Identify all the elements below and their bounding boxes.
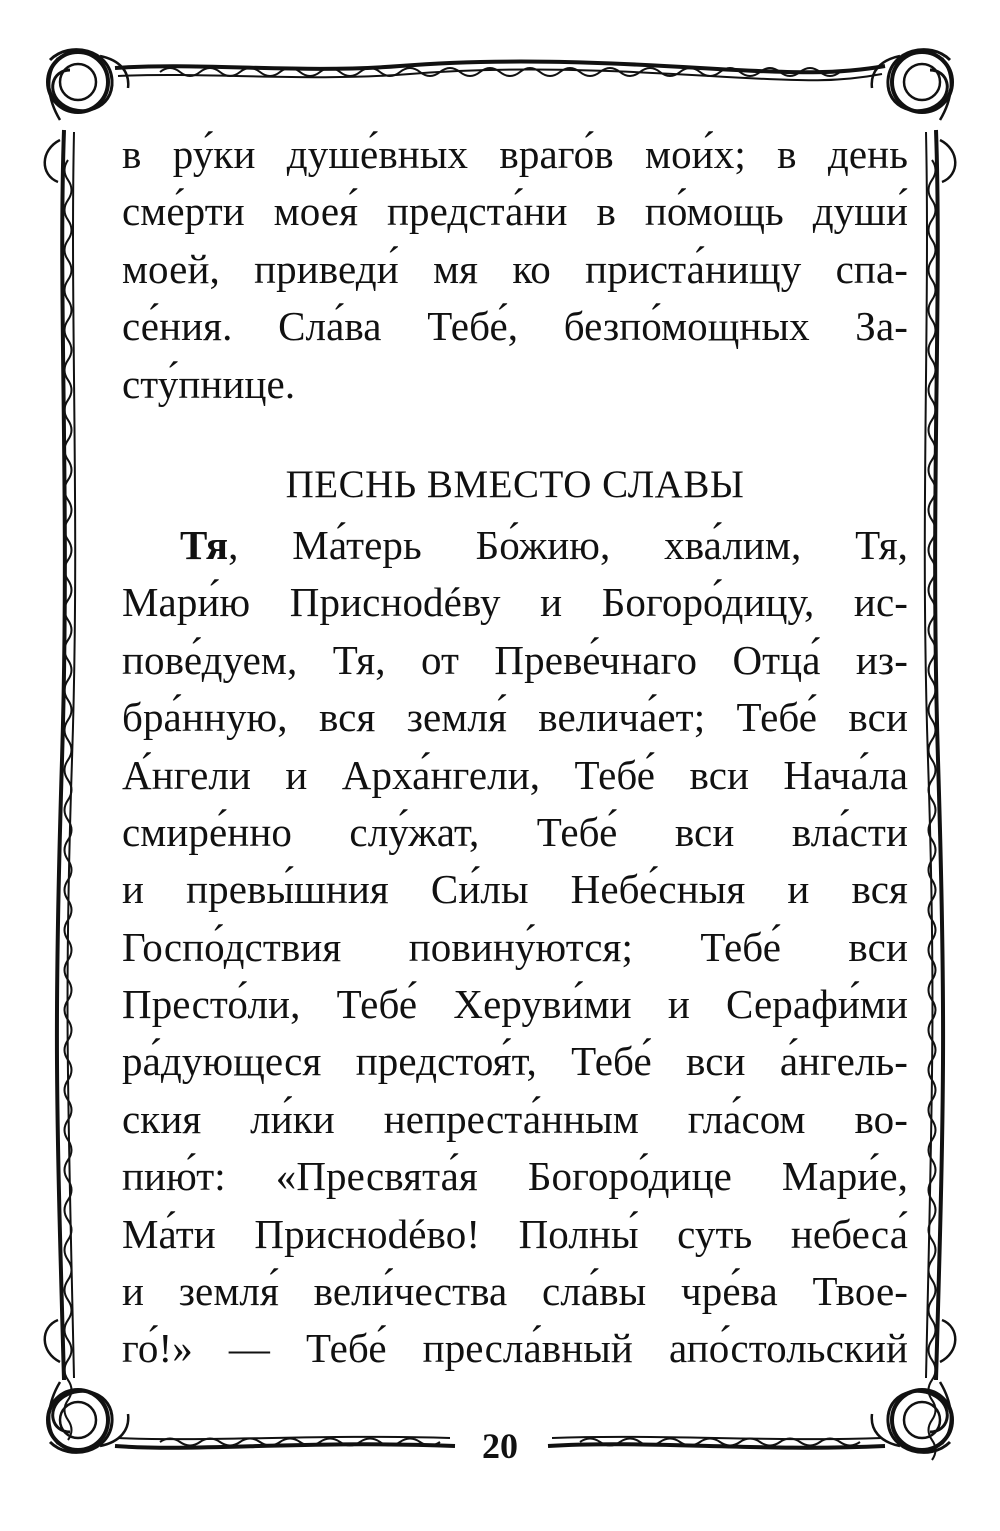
text-line: и превы́шния Си́лы Небе́сныя и вся (122, 866, 908, 913)
text-line: смире́нно слу́жат, Тебе́ вси вла́сти (122, 808, 908, 855)
text-line: в ру́ки душе́вных враго́в мои́х; в день (122, 131, 908, 177)
text-line: бра́нную, вся земля́ велича́ет; Тебе́ вси (122, 694, 908, 741)
text-line: и земля́ вели́чества сла́вы чре́ва Твое- (122, 1268, 908, 1315)
text-line: сту́пнице. (122, 360, 296, 407)
paragraph-gap (122, 413, 908, 453)
section-heading: ПЕСНЬ ВМЕСТО СЛАВЫ (285, 462, 745, 506)
text-line: Госпо́дствия повину́ются; Тебе́ вси (122, 923, 908, 970)
page-number: 20 (482, 1426, 518, 1466)
text-line: Ма́ти Приснodéво! Полны́ суть небеса́ (122, 1210, 908, 1257)
text-line: го́!» — Тебе́ пресла́вный апо́стольский (122, 1325, 908, 1372)
text-line: Престо́ли, Тебе́ Херуви́ми и Серафи́ми (122, 981, 908, 1028)
text-line: Мари́ю Приснodéву и Богоро́дицу, ис- (122, 579, 908, 626)
page-text (122, 126, 908, 1378)
text-line: моей, приведи́ мя ко приста́нищу спа- (122, 245, 908, 292)
text-line: пию́т: «Пресвята́я Богоро́дице Мари́е, (122, 1153, 908, 1200)
text-line: ра́дующеся предстоя́т, Тебе́ вси а́нгель- (122, 1038, 908, 1085)
text-line: ския ли́ки непреста́нным гла́сом во- (122, 1095, 908, 1142)
drop-word: Тя (180, 521, 229, 568)
text-line: се́ния. Сла́ва Тебе́, безпо́мощных За- (122, 303, 908, 350)
text-line: А́нгели и Арха́нгели, Тебе́ вси Нача́ла (122, 751, 908, 798)
text-line: пове́дуем, Тя, от Преве́чнаго Отца́ из- (122, 636, 908, 683)
first-line-rest: , Ма́терь Бо́жию, хва́лим, Тя, (228, 521, 908, 568)
text-line-first (122, 517, 908, 574)
text-line: сме́рти моея́ предста́ни в по́мощь души́ (122, 188, 908, 235)
